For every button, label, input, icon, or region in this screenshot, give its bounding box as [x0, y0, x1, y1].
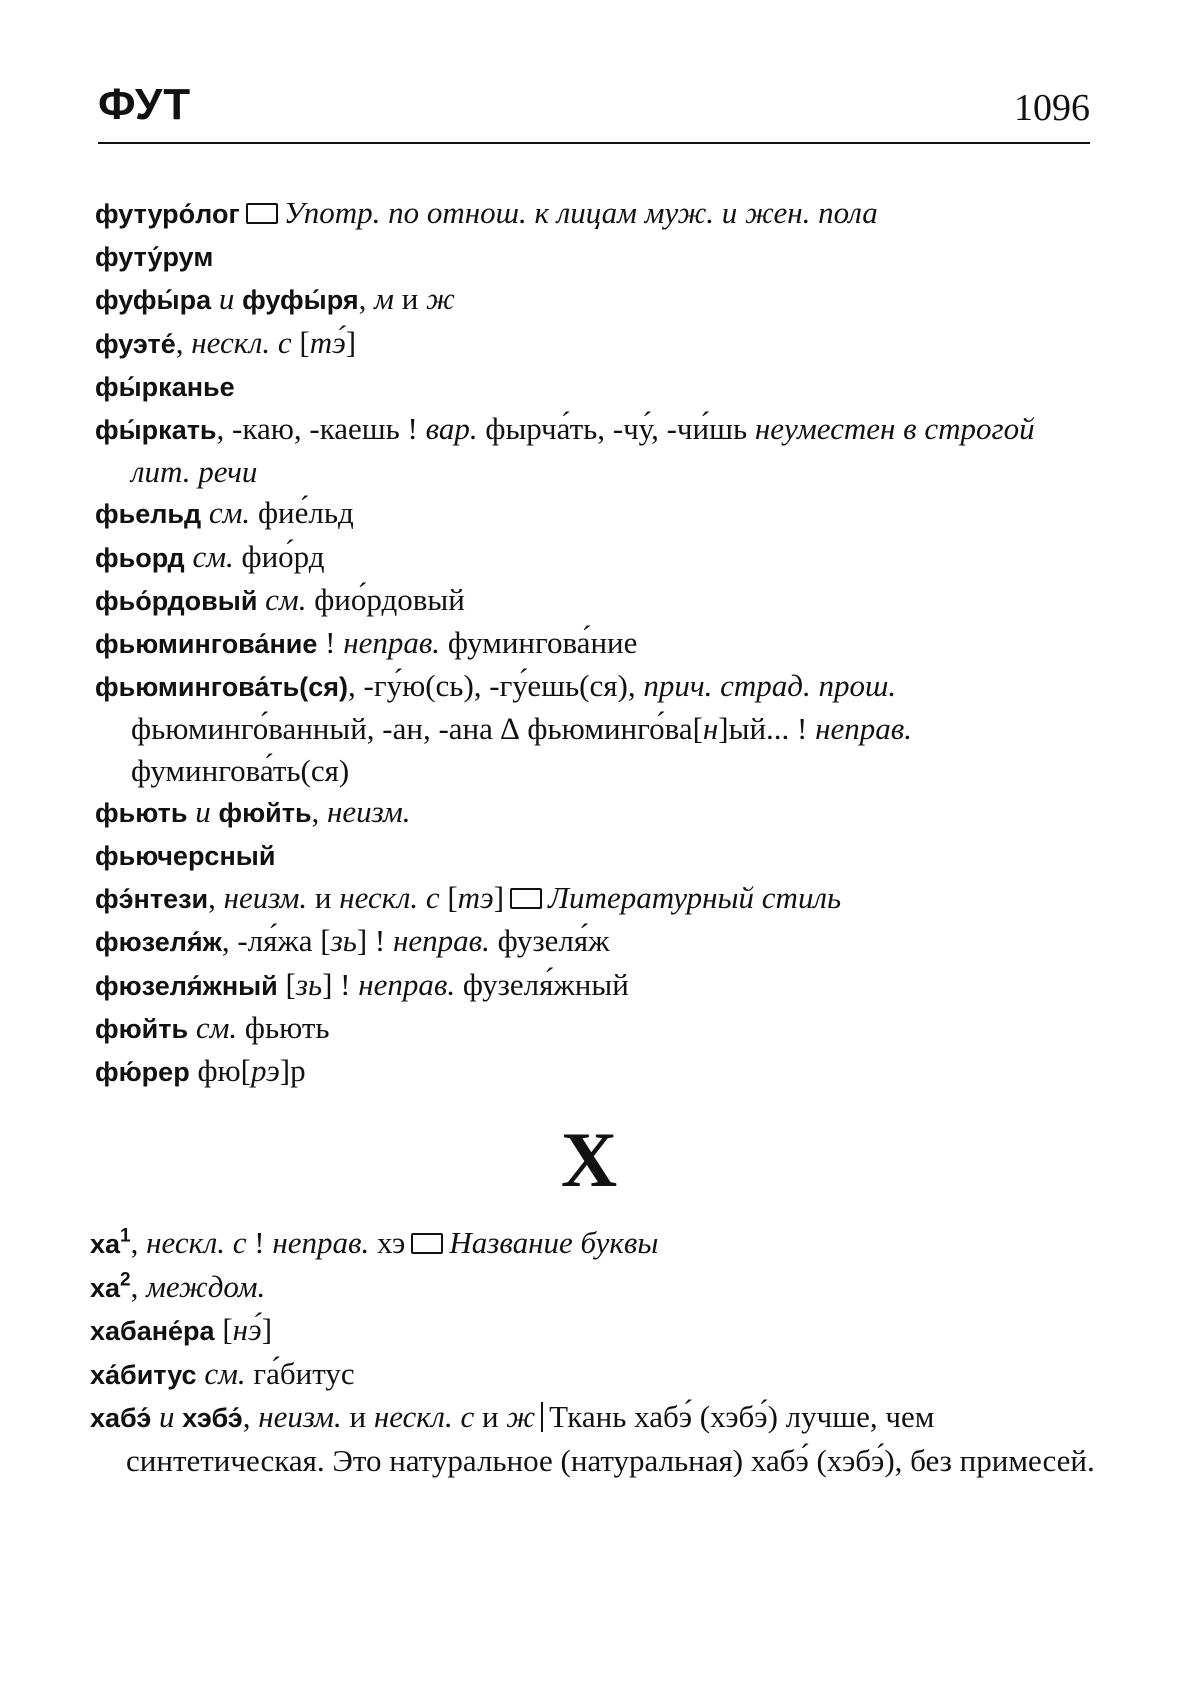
- word-forms: ] !: [356, 923, 386, 959]
- grammar-label: нескл. с: [191, 324, 292, 360]
- entry-fentezi: [95, 877, 1095, 920]
- entry-fjujt: [95, 1007, 1095, 1050]
- bracket: [: [222, 1312, 233, 1347]
- grammar-label: ж: [506, 1399, 536, 1434]
- entry-fufyra: [95, 278, 1095, 321]
- exclamation: !: [254, 1225, 265, 1260]
- bracket: ]: [261, 1312, 273, 1347]
- usage-example: Ткань хабэ́ (хэбэ́) лучше, чем синтетическая. Это натуральное (натуральная) хабэ́ (хэбэ́), без примесей.: [126, 1399, 1095, 1478]
- word-forms: ] !: [322, 966, 351, 1002]
- usage-note: Название буквы: [449, 1225, 659, 1260]
- entry-fjumingovat: [95, 665, 1095, 791]
- cross-reference: фузеля́жный: [462, 966, 629, 1002]
- pronunciation-part: фю[: [197, 1053, 252, 1089]
- headword-variant: фуфы́ря: [242, 285, 359, 316]
- headword: фю́рер: [95, 1057, 190, 1088]
- label: вар.: [425, 411, 478, 447]
- label: неправ.: [393, 923, 490, 959]
- entry-fjuchersnyj: [95, 834, 1095, 877]
- grammar-label: нескл. с: [146, 1225, 247, 1260]
- entry-fjord: [95, 536, 1095, 579]
- entries-list-h: [90, 1222, 1100, 1481]
- homonym-number: 1: [120, 1225, 131, 1247]
- label: неправ.: [343, 625, 441, 661]
- headword: фьо́рдовый: [95, 585, 258, 616]
- punctuation: ,: [130, 1225, 139, 1260]
- entry-fjordovyj: [95, 579, 1095, 622]
- pronunciation: нэ́: [232, 1312, 262, 1347]
- note: неуместен в строгой лит. речи: [131, 411, 1035, 490]
- cross-reference: фьють: [244, 1009, 330, 1045]
- word-forms: , -гу́ю(сь), -гу́ешь(ся),: [348, 668, 636, 704]
- headword: фьельд: [95, 499, 202, 530]
- see-label: см.: [204, 1355, 246, 1391]
- punctuation: ,: [208, 880, 216, 916]
- bracket: [: [299, 324, 310, 360]
- usage-note: Употр. по отнош. к лицам муж. и жен. пола: [283, 195, 878, 230]
- entry-futurolog: [95, 192, 1095, 235]
- bracket: ]: [345, 324, 357, 360]
- pronunciation: тэ́: [309, 324, 346, 360]
- label: неправ.: [815, 711, 912, 747]
- headword: фьють: [95, 797, 188, 828]
- punctuation: ,: [130, 1268, 139, 1304]
- headword: фуэте́: [95, 328, 176, 359]
- headword: ха́битус: [90, 1359, 197, 1390]
- cross-reference: фузеля́ж: [497, 923, 610, 959]
- see-label: см.: [208, 495, 251, 531]
- conjunction: и: [401, 281, 419, 317]
- conjunction: и: [481, 1399, 499, 1434]
- punctuation: ,: [358, 281, 367, 317]
- example-separator: [541, 1402, 543, 1432]
- pronunciation-part: ]р: [279, 1053, 306, 1089]
- label: прич. страд. прош.: [643, 668, 897, 704]
- pronunciation: зь: [330, 923, 357, 959]
- conjunction: и: [349, 1399, 367, 1434]
- usage-note: Литературный стиль: [548, 880, 842, 916]
- cross-reference: хэ: [376, 1225, 406, 1260]
- cross-reference: фио́рд: [241, 538, 325, 574]
- page-number: 1096: [1014, 87, 1090, 129]
- headword: фы́рканье: [95, 371, 235, 402]
- headword: ха: [90, 1229, 121, 1259]
- cross-reference: фумингова́ть(ся): [131, 752, 350, 788]
- entry-fyrkat: [95, 408, 1095, 492]
- variant: фырча́ть, -чу́, -чи́шь: [485, 411, 748, 447]
- exclamation: !: [325, 625, 336, 661]
- entry-fyrkanie: [95, 365, 1095, 408]
- word-forms: ]ый... !: [718, 711, 808, 747]
- word-forms: , -ля́жа [: [221, 923, 331, 959]
- word-forms: [: [285, 966, 296, 1002]
- headword: хабэ́: [90, 1403, 152, 1433]
- entry-futurum: [95, 235, 1095, 278]
- entry-fjumingovanie: [95, 622, 1095, 665]
- grammar-label: междом.: [146, 1268, 266, 1304]
- see-label: см.: [265, 581, 307, 617]
- grammar-label: ж: [426, 281, 455, 317]
- conjunction: и: [314, 880, 332, 916]
- headword: фюзеля́ж: [95, 927, 222, 958]
- entry-habanera: [90, 1309, 1100, 1353]
- entries-list-f: [95, 192, 1095, 1093]
- headword: хабане́ра: [90, 1316, 215, 1346]
- cross-reference: фумингова́ние: [447, 625, 638, 661]
- headword: фэ́нтези: [95, 884, 209, 915]
- headword: фюйть: [95, 1013, 189, 1044]
- grammar-label: м: [374, 281, 394, 317]
- headword: фы́ркать: [95, 415, 217, 446]
- headword: ха: [90, 1272, 121, 1303]
- section-letter: Х: [560, 1116, 618, 1203]
- usage-note-icon: [411, 1233, 443, 1254]
- word-forms: фьюминго́ванный, -ан, -ана ∆ фьюминго́ва[: [131, 711, 703, 747]
- label: неправ.: [358, 966, 456, 1002]
- grammar-label: нескл. с: [339, 880, 440, 916]
- running-head: ФУТ: [98, 80, 192, 129]
- grammar-label: неизм.: [223, 880, 308, 916]
- pronunciation: тэ: [457, 880, 494, 916]
- headword: футу́рум: [95, 242, 214, 273]
- grammar-label: неизм.: [258, 1399, 342, 1434]
- word-forms: , -каю, -каешь !: [216, 411, 418, 447]
- entry-fjuzeljazhnyj: [95, 964, 1095, 1007]
- punctuation: ,: [242, 1399, 251, 1434]
- pronunciation: зь: [295, 966, 323, 1002]
- pronunciation: н: [702, 711, 719, 747]
- see-label: см.: [195, 1009, 238, 1045]
- bracket: ]: [493, 880, 505, 916]
- entry-ha-2: [90, 1266, 1100, 1310]
- headword: фуфы́ра: [95, 285, 212, 316]
- entry-fjeld: [95, 492, 1095, 535]
- headword: фьюмингова́ть(ся): [95, 672, 349, 703]
- entry-fjuzeljazh: [95, 920, 1095, 963]
- usage-note-icon: [510, 888, 542, 909]
- punctuation: ,: [175, 324, 184, 360]
- cross-reference: фио́рдовый: [314, 581, 465, 617]
- conjunction: и: [195, 793, 211, 829]
- headword: футуро́лог: [95, 199, 240, 229]
- page-header: [98, 78, 1090, 144]
- label: неправ.: [272, 1225, 370, 1260]
- headword: фьючерсный: [95, 841, 276, 872]
- pronunciation: рэ: [251, 1053, 280, 1089]
- headword-variant: фюйть: [218, 797, 312, 828]
- entry-fuete: [95, 322, 1095, 365]
- entry-habe: [90, 1396, 1100, 1481]
- headword: фюзеля́жный: [95, 970, 278, 1001]
- punctuation: ,: [311, 793, 320, 829]
- entry-habitus: [90, 1353, 1100, 1397]
- grammar-label: нескл. с: [373, 1399, 475, 1434]
- entry-fjut: [95, 791, 1095, 834]
- conjunction: и: [218, 281, 235, 317]
- conjunction: и: [159, 1399, 175, 1434]
- headword: фьюмингова́ние: [95, 629, 318, 660]
- bracket: [: [447, 880, 458, 916]
- headword: фьорд: [95, 542, 185, 573]
- grammar-label: неизм.: [327, 793, 411, 829]
- cross-reference: га́битус: [253, 1355, 355, 1391]
- headword-variant: хэбэ́: [182, 1403, 243, 1433]
- usage-note-icon: [246, 203, 278, 224]
- cross-reference: фие́льд: [257, 495, 354, 531]
- homonym-number: 2: [120, 1269, 131, 1291]
- entry-fjurer: [95, 1050, 1095, 1093]
- see-label: см.: [192, 538, 234, 574]
- entry-ha-1: [90, 1222, 1100, 1266]
